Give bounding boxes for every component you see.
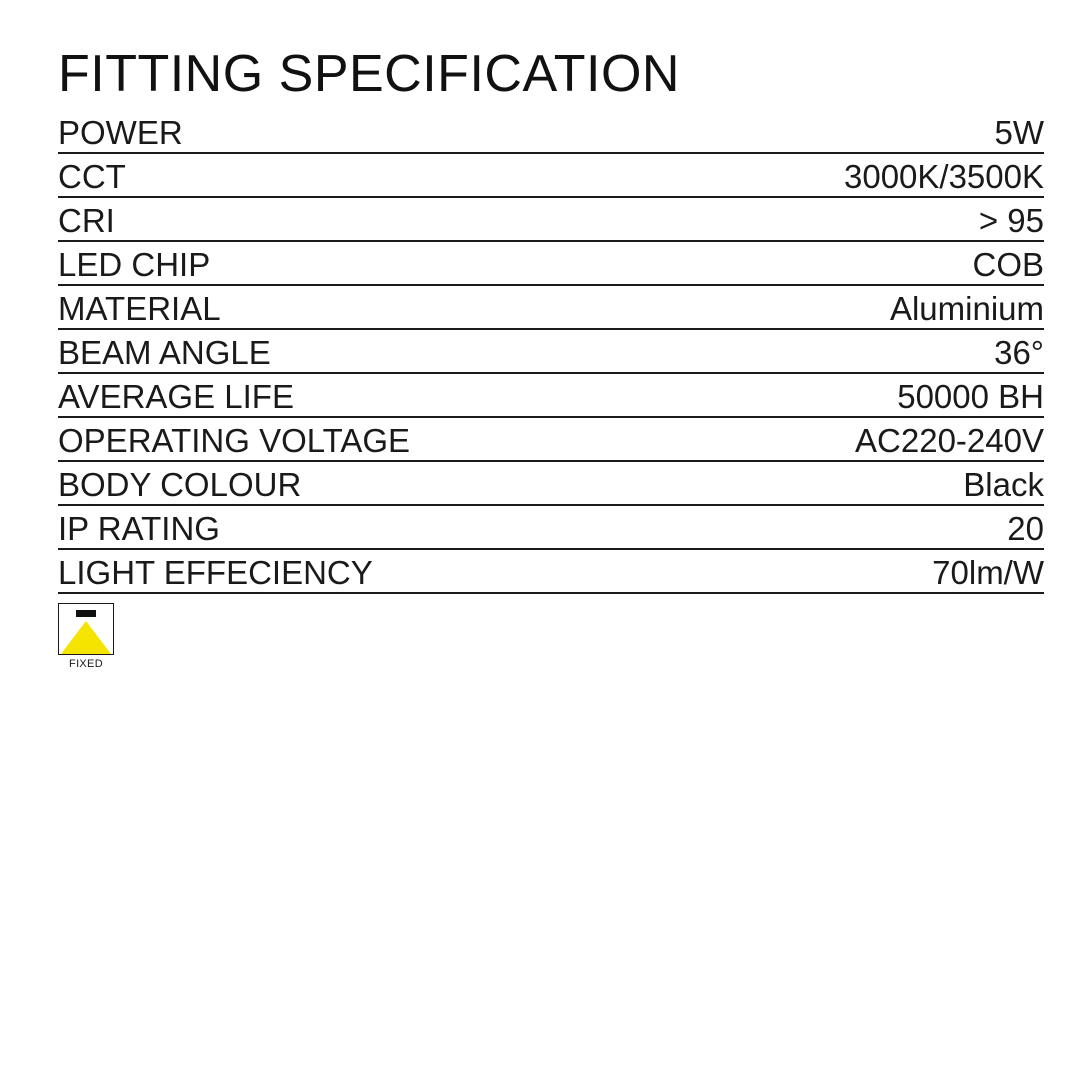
table-row <box>58 505 1044 549</box>
spec-label: BEAM ANGLE <box>58 329 551 373</box>
table-row <box>58 241 1044 285</box>
spec-label: CRI <box>58 197 551 241</box>
spec-value: Black <box>551 461 1044 505</box>
spec-value: 70lm/W <box>551 549 1044 593</box>
table-row <box>58 329 1044 373</box>
table-row <box>58 461 1044 505</box>
table-row <box>58 549 1044 593</box>
fixed-badge-caption: FIXED <box>69 658 103 671</box>
spec-value: Aluminium <box>551 285 1044 329</box>
spec-value: 5W <box>551 109 1044 153</box>
table-row <box>58 373 1044 417</box>
spec-label: AVERAGE LIFE <box>58 373 551 417</box>
spec-value: 20 <box>551 505 1044 549</box>
spec-value: 50000 BH <box>551 373 1044 417</box>
specification-table <box>58 109 1044 594</box>
table-row <box>58 109 1044 153</box>
spec-label: LED CHIP <box>58 241 551 285</box>
spec-label: IP RATING <box>58 505 551 549</box>
fixed-badge <box>58 603 116 670</box>
spec-label: MATERIAL <box>58 285 551 329</box>
table-row <box>58 285 1044 329</box>
light-beam-shape <box>61 621 111 654</box>
spec-value: COB <box>551 241 1044 285</box>
spec-value: > 95 <box>551 197 1044 241</box>
spec-value: AC220-240V <box>551 417 1044 461</box>
page-title: FITTING SPECIFICATION <box>58 45 680 103</box>
table-row <box>58 153 1044 197</box>
spec-label: BODY COLOUR <box>58 461 551 505</box>
fixed-downlight-beam-icon <box>58 603 114 655</box>
table-row <box>58 197 1044 241</box>
specification-table-body <box>58 109 1044 593</box>
spec-value: 36° <box>551 329 1044 373</box>
spec-label: OPERATING VOLTAGE <box>58 417 551 461</box>
table-row <box>58 417 1044 461</box>
spec-label: POWER <box>58 109 551 153</box>
spec-value: 3000K/3500K <box>551 153 1044 197</box>
fixture-body-shape <box>76 610 96 617</box>
spec-label: CCT <box>58 153 551 197</box>
spec-label: LIGHT EFFECIENCY <box>58 549 551 593</box>
